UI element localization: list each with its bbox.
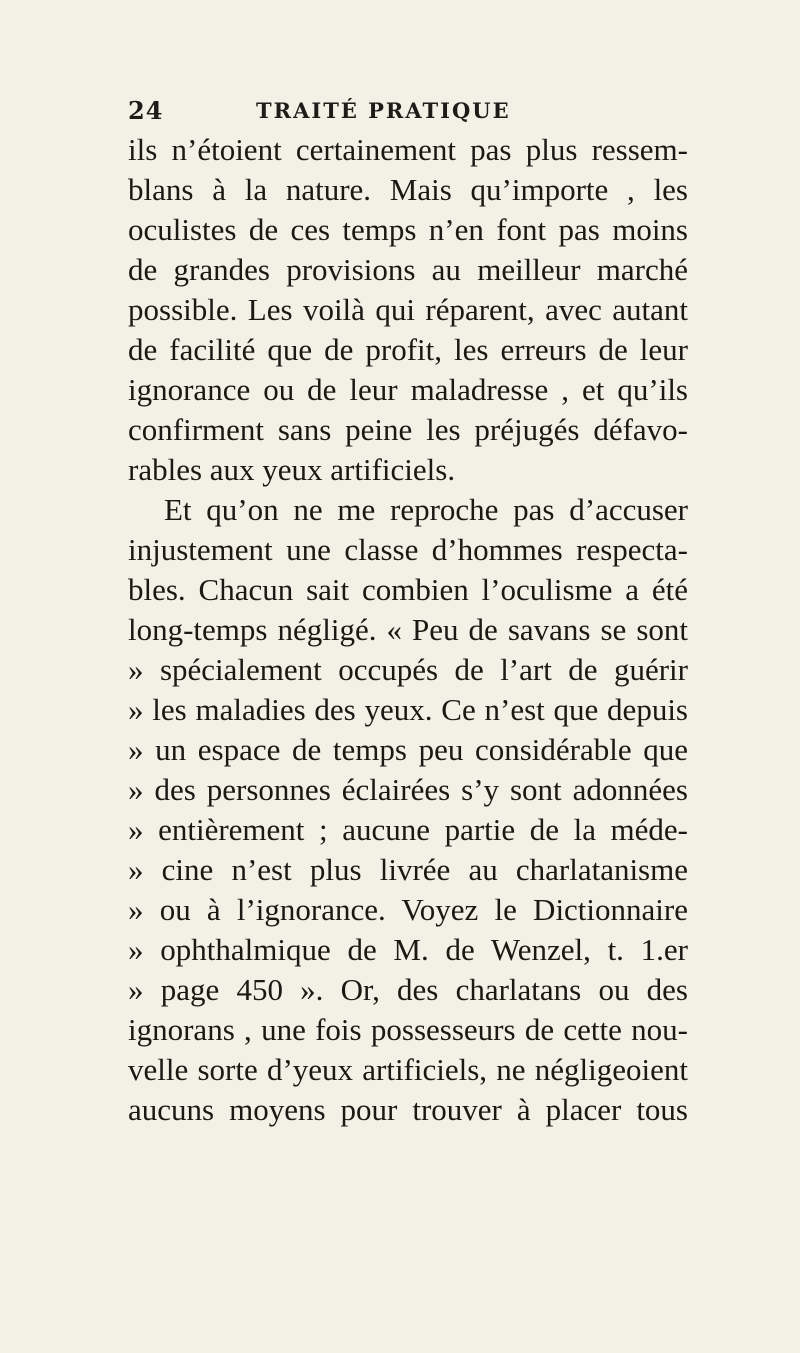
text-line: blans à la nature. Mais qu’importe , les: [128, 172, 688, 207]
text-line: confirment sans peine les préjugés défavo-: [128, 412, 688, 447]
text-line: oculistes de ces temps n’en font pas moins: [128, 212, 688, 247]
quoted-line: » cine n’est plus livrée au charlatanisme: [128, 852, 688, 887]
text-line: aucuns moyens pour trouver à placer tous: [128, 1092, 688, 1127]
quoted-line: » spécialement occupés de l’art de guérir: [128, 652, 688, 687]
quoted-line: » entièrement ; aucune partie de la méde-: [128, 812, 688, 847]
text-line: ils n’étoient certainement pas plus ressem-: [128, 132, 688, 167]
body-text: [128, 130, 688, 1130]
text-line: long-temps négligé. « Peu de savans se sont: [128, 612, 688, 647]
text-line: possible. Les voilà qui réparent, avec autant: [128, 292, 688, 327]
text-line: ignorans , une fois possesseurs de cette nou-: [128, 1012, 688, 1047]
quoted-line: » page 450 ». Or, des charlatans ou des: [128, 972, 688, 1007]
page-header: [128, 96, 688, 130]
text-line: velle sorte d’yeux artificiels, ne négligeoient: [128, 1052, 688, 1087]
text-line: de facilité que de profit, les erreurs de leur: [128, 332, 688, 367]
quoted-line: » ou à l’ignorance. Voyez le Dictionnaire: [128, 892, 688, 927]
text-line: ignorance ou de leur maladresse , et qu’ils: [128, 372, 688, 407]
quoted-line: » un espace de temps peu considérable que: [128, 732, 688, 767]
text-line: de grandes provisions au meilleur marché: [128, 252, 688, 287]
paragraph-start-line: Et qu’on ne me reproche pas d’accuser: [164, 492, 688, 527]
text-line: rables aux yeux artificiels.: [128, 452, 456, 487]
quoted-line: » les maladies des yeux. Ce n’est que depuis: [128, 692, 688, 727]
text-line: bles. Chacun sait combien l’oculisme a été: [128, 572, 688, 607]
running-title: TRAITÉ PRATIQUE: [256, 98, 511, 123]
page-number: 24: [128, 96, 164, 125]
quoted-line: » des personnes éclairées s’y sont adonnées: [128, 772, 688, 807]
quoted-line: » ophthalmique de M. de Wenzel, t. 1.er: [128, 932, 688, 967]
text-line: injustement une classe d’hommes respecta-: [128, 532, 688, 567]
